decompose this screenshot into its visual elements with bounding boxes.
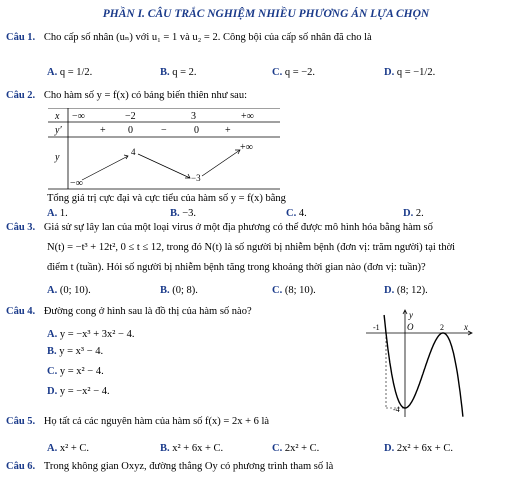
- table-x-value: −2: [125, 111, 136, 122]
- table-y-value: −3: [191, 173, 201, 183]
- question-3-line3: điểm t (tuần). Hỏi số người bị nhiễm bệnh tăng trong khoảng thời gian nào (đơn vị: tuần)?: [47, 262, 426, 273]
- cubic-curve: [384, 315, 463, 417]
- question-3-line1: Giả sử sự lây lan của một loại virus ở một địa phương có thể được mô hình hóa bằng hàm số: [43, 222, 433, 233]
- section-title: PHẦN I. CÂU TRẮC NGHIỆM NHIỀU PHƯƠNG ÁN LỰA CHỌN: [102, 8, 430, 20]
- question-2-after: Tổng giá trị cực đại và cực tiểu của hàm số y = f(x) bằng: [47, 193, 286, 204]
- q4-option-a[interactable]: A. y = −x³ + 3x² − 4.: [47, 329, 135, 340]
- q5-option-b[interactable]: B. x² + 6x + C.: [160, 443, 224, 454]
- q5-option-c[interactable]: C. 2x² + C.: [272, 443, 320, 454]
- table-sign: 0: [194, 125, 199, 136]
- q1-option-a[interactable]: A. q = 1/2.: [47, 67, 93, 78]
- q5-option-d[interactable]: D. 2x² + 6x + C.: [384, 443, 453, 454]
- question-2: [6, 90, 247, 101]
- q2-option-d[interactable]: D. 2.: [403, 208, 424, 219]
- y-axis-label: y: [409, 310, 413, 320]
- question-1-text: Cho cấp số nhân (uₙ) với u₁ = 1 và u₂ = 2. Công bội của cấp số nhân đã cho là: [43, 32, 372, 43]
- question-6: [6, 461, 333, 472]
- x-axis-label: x: [464, 322, 468, 332]
- table-y-value: −∞: [70, 178, 83, 189]
- origin-label: O: [407, 322, 414, 332]
- question-3-line2: N(t) = −t³ + 12t², 0 ≤ t ≤ 12, trong đó N(t) là số người bị nhiễm bệnh (đơn vị: trăm người) tại thời: [47, 242, 456, 253]
- question-5-text: Họ tất cả các nguyên hàm của hàm số f(x) = 2x + 6 là: [43, 416, 270, 427]
- table-x-header: x: [55, 111, 60, 122]
- increasing-arrow: [82, 156, 128, 180]
- cubic-graph: [366, 306, 476, 418]
- question-4-text: Đường cong ở hình sau là đồ thị của hàm số nào?: [43, 306, 252, 317]
- q1-option-d[interactable]: D. q = −1/2.: [384, 67, 436, 78]
- table-sign: +: [100, 125, 106, 136]
- table-y-header: y: [55, 152, 60, 163]
- q3-option-a[interactable]: A. (0; 10).: [47, 285, 91, 296]
- q1-option-b[interactable]: B. q = 2.: [160, 67, 197, 78]
- table-y-value: 4: [131, 147, 136, 157]
- variation-table: [48, 108, 280, 190]
- x-tick-label: 2: [440, 323, 444, 332]
- question-2-label: Câu 2.: [6, 90, 36, 101]
- decreasing-arrow: [138, 154, 190, 178]
- table-x-value: +∞: [241, 111, 254, 122]
- question-4-label: Câu 4.: [6, 306, 36, 317]
- question-4: [6, 306, 252, 317]
- table-sign: −: [161, 125, 167, 136]
- table-x-value: −∞: [72, 111, 85, 122]
- q2-option-c[interactable]: C. 4.: [286, 208, 307, 219]
- q2-option-a[interactable]: A. 1.: [47, 208, 68, 219]
- q3-option-b[interactable]: B. (0; 8).: [160, 285, 198, 296]
- question-5-label: Câu 5.: [6, 416, 36, 427]
- q1-option-c[interactable]: C. q = −2.: [272, 67, 316, 78]
- table-yp-header: y′: [55, 125, 62, 136]
- increasing-arrow: [202, 150, 240, 176]
- q3-option-c[interactable]: C. (8; 10).: [272, 285, 316, 296]
- q2-option-b[interactable]: B. −3.: [170, 208, 197, 219]
- q3-option-d[interactable]: D. (8; 12).: [384, 285, 428, 296]
- x-tick-label: -1: [373, 323, 380, 332]
- table-sign: 0: [128, 125, 133, 136]
- question-3-label: Câu 3.: [6, 222, 36, 233]
- q4-option-b[interactable]: B. y = x³ − 4.: [47, 346, 104, 357]
- q5-option-a[interactable]: A. x² + C.: [47, 443, 90, 454]
- q4-option-c[interactable]: C. y = x² − 4.: [47, 366, 104, 377]
- table-sign: +: [225, 125, 231, 136]
- question-1-label: Câu 1.: [6, 32, 36, 43]
- question-3: [6, 222, 433, 233]
- table-x-value: 3: [191, 111, 196, 122]
- question-1: [6, 31, 372, 43]
- question-6-text: Trong không gian Oxyz, đường thẳng Oy có phương trình tham số là: [43, 461, 334, 472]
- table-y-value: +∞: [240, 142, 253, 153]
- question-2-text: Cho hàm số y = f(x) có bảng biến thiên như sau:: [43, 90, 248, 101]
- question-5: [6, 416, 269, 427]
- q4-option-d[interactable]: D. y = −x² − 4.: [47, 386, 110, 397]
- y-tick-label: -4: [393, 405, 400, 414]
- question-6-label: Câu 6.: [6, 461, 36, 472]
